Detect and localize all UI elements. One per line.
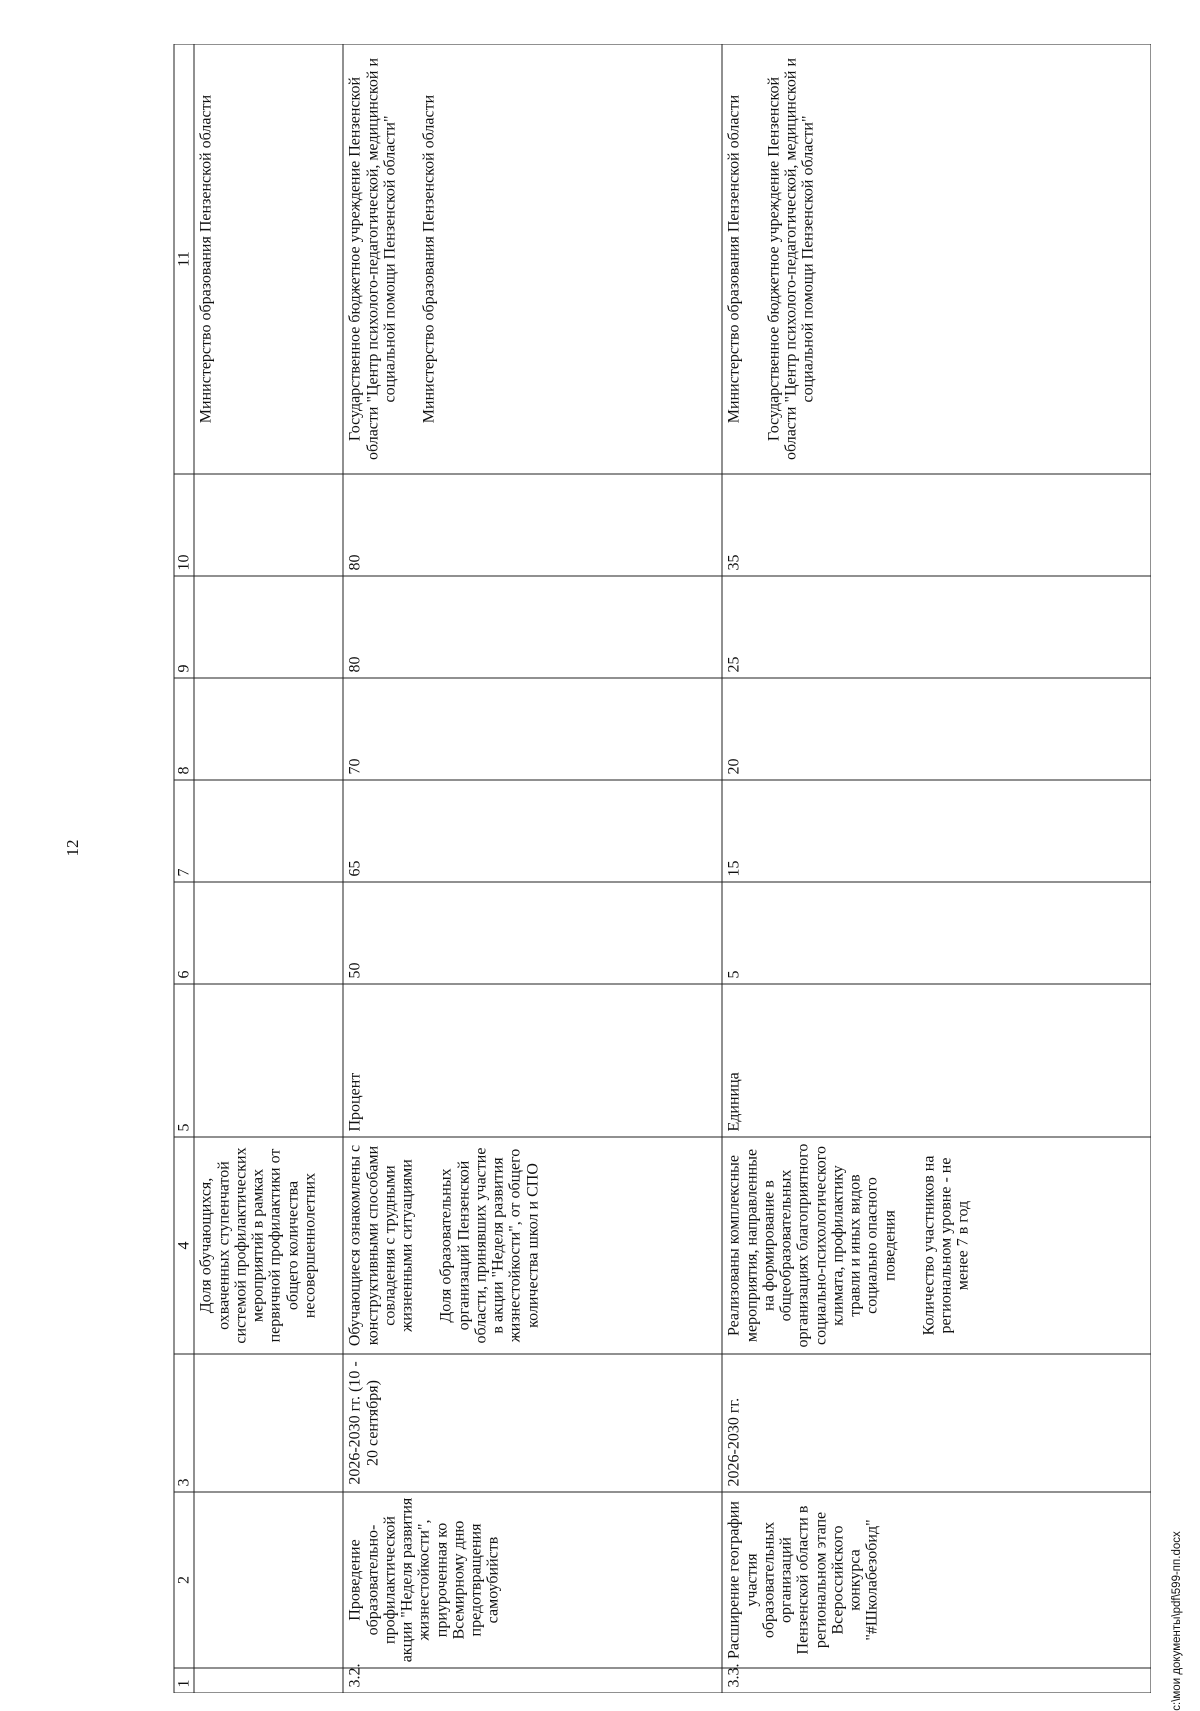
- unit-cell: Процент: [343, 984, 722, 1137]
- unit-cell: [194, 984, 343, 1137]
- col-header: 3: [174, 1354, 194, 1492]
- rotated-table-wrapper: [173, 44, 1151, 1693]
- value-2030-cell: 80: [343, 474, 722, 576]
- result-cell: [722, 1137, 1151, 1354]
- document-path-footer: c:\мои документы\pdf\599-пп.docx: [1171, 1531, 1183, 1711]
- result-text: Доля обучающихся, охваченных ступенчатой системой профилактических мероприятий в рамках первичной профилактики от общего количества несовершеннолетних: [197, 1146, 318, 1344]
- table-row: [343, 44, 722, 1693]
- col-header: 5: [174, 984, 194, 1137]
- row-number-cell: [194, 1668, 343, 1693]
- row-number-cell: 3.2.: [343, 1668, 722, 1693]
- responsible-text: Государственное бюджетное учреждение Пензенской области "Центр психолого-педагогической, медицинской и социальной помощи Пензенской области": [346, 57, 398, 460]
- responsible-cell: [343, 44, 722, 474]
- value-2027-cell: [194, 780, 343, 882]
- value-2027-cell: 15: [722, 780, 1151, 882]
- responsible-text: Государственное бюджетное учреждение Пензенской области "Центр психолого-педагогической, медицинской и социальной помощи Пензенской области": [764, 57, 817, 460]
- responsible-text: Министерство образования Пензенской области: [725, 94, 743, 423]
- col-header: 11: [174, 44, 194, 474]
- col-header: 2: [174, 1492, 194, 1668]
- responsible-text: Министерство образования Пензенской области: [197, 94, 215, 423]
- plan-table: [173, 44, 1151, 1693]
- row-number-cell: 3.3.: [722, 1668, 1151, 1693]
- result-text: Реализованы комплексные мероприятия, направленные на формирование в общеобразовательных организациях благоприятного социально-психологического климата, профилактику травли и иных видов социально опасного поведения: [725, 1143, 898, 1347]
- result-text: Обучающиеся ознакомлены с конструктивными способами совладения с трудными жизненными ситуациями: [346, 1144, 416, 1346]
- period-cell: 2026-2030 гг. (10 - 20 сентября): [343, 1354, 722, 1492]
- col-header: 1: [174, 1668, 194, 1693]
- table-row: [722, 44, 1151, 1693]
- table-row: [194, 44, 343, 1693]
- responsible-cell: [194, 44, 343, 474]
- page-number: 12: [63, 839, 82, 857]
- value-2026-cell: [194, 882, 343, 984]
- event-name-cell: Проведение образовательно-профилактической акции "Неделя развития жизнестойкости", приуроченная ко Всемирному дню предотвращения самоубийств: [343, 1492, 722, 1668]
- value-2028-cell: [194, 678, 343, 780]
- event-name-cell: [194, 1492, 343, 1668]
- period-cell: 2026-2030 гг.: [722, 1354, 1151, 1492]
- responsible-cell: [722, 44, 1151, 474]
- col-header: 6: [174, 882, 194, 984]
- value-2029-cell: 25: [722, 576, 1151, 678]
- result-cell: [343, 1137, 722, 1354]
- value-2028-cell: 20: [722, 678, 1151, 780]
- value-2029-cell: 80: [343, 576, 722, 678]
- value-2030-cell: 35: [722, 474, 1151, 576]
- responsible-text: Министерство образования Пензенской области: [420, 94, 438, 423]
- col-header: 10: [174, 474, 194, 576]
- col-header: 8: [174, 678, 194, 780]
- col-header: 4: [174, 1137, 194, 1354]
- value-2030-cell: [194, 474, 343, 576]
- event-name-cell: Расширение географии участия образовательных организаций Пензенской области в региональном этапе Всероссийского конкурса "#Школабезобид": [722, 1492, 1151, 1668]
- header-row: [174, 44, 194, 1693]
- col-header: 9: [174, 576, 194, 678]
- value-2029-cell: [194, 576, 343, 678]
- period-cell: [194, 1354, 343, 1492]
- value-2026-cell: 50: [343, 882, 722, 984]
- value-2026-cell: 5: [722, 882, 1151, 984]
- value-2027-cell: 65: [343, 780, 722, 882]
- col-header: 7: [174, 780, 194, 882]
- table-viewport: [173, 44, 1151, 1693]
- result-cell: [194, 1137, 343, 1354]
- result-text: Количество участников на региональном уровне - не менее 7 в год: [919, 1155, 972, 1335]
- result-text: Доля образовательных организаций Пензенской области, принявших участие в акции "Неделя развития жизнестойкости", от общего количества школ и СПО: [437, 1147, 541, 1343]
- value-2028-cell: 70: [343, 678, 722, 780]
- unit-cell: Единица: [722, 984, 1151, 1137]
